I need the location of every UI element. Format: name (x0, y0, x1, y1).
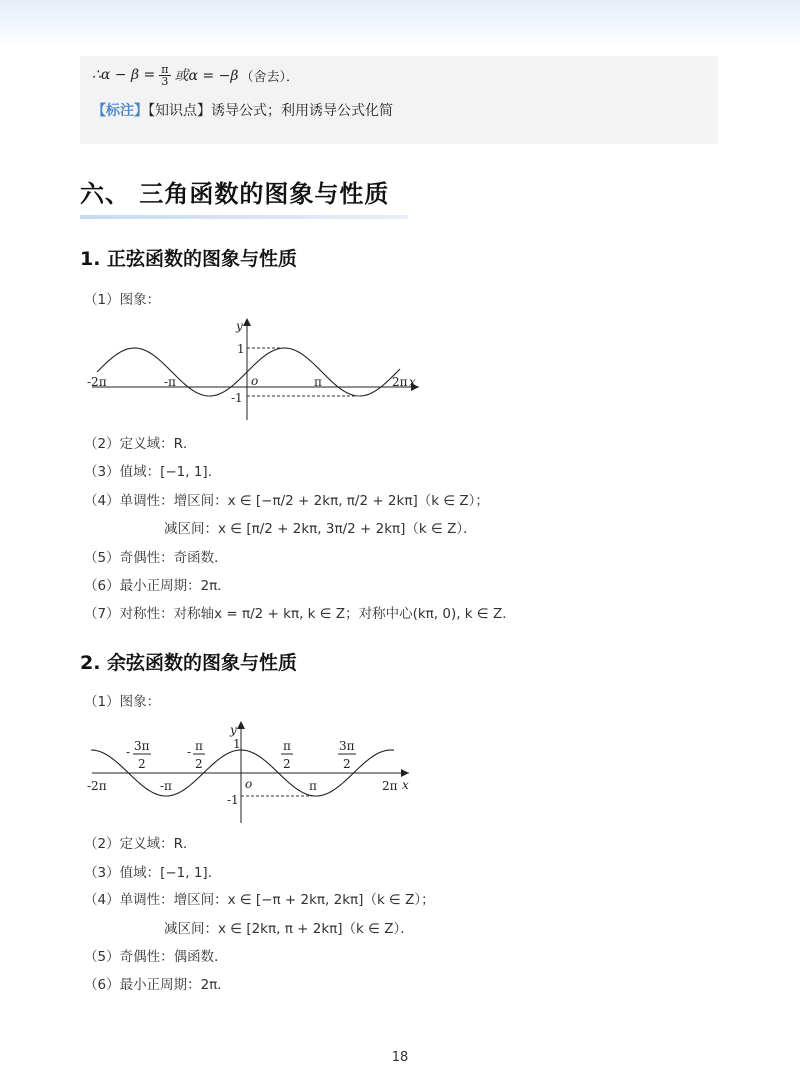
sine-mono-inc: （4）单调性：增区间：x ∈ [−π/2 + 2kπ, π/2 + 2kπ]（k ∈ Z）； (84, 493, 489, 509)
cosine-negpi2-num: π (195, 739, 203, 753)
sine-range: （3）值域：[−1, 1]． (84, 464, 222, 480)
cosine-pi2-num: π (283, 739, 291, 753)
cosine-graph-label: （1）图象： (84, 694, 161, 710)
pi-over-3-fraction: $\frac{\pi}{3}$ (161, 62, 169, 88)
cosine-neg3pi2-den: 2 (138, 757, 146, 771)
sine-heading: 1. 正弦函数的图象与性质 (80, 248, 298, 270)
cosine-x-label: x (402, 778, 409, 792)
sine-period: （6）最小正周期：2π． (84, 578, 231, 594)
cosine-pi2-den: 2 (283, 757, 291, 771)
sine-graph-label: （1）图象： (84, 292, 161, 308)
cosine-negpi-label: -π (160, 779, 172, 793)
sine-y-label: y (236, 319, 243, 333)
cosine-3pi2-num: 3π (339, 739, 355, 753)
cosine-range: （3）值域：[−1, 1]． (84, 865, 222, 881)
sine-neg2pi-label: -2π (87, 375, 107, 389)
cosine-heading: 2. 余弦函数的图象与性质 (80, 652, 298, 674)
note-tag-text: 【知识点】诱导公式；利用诱导公式化简 (148, 103, 393, 119)
cosine-period: （6）最小正周期：2π． (84, 977, 231, 993)
cosine-x-arrow (401, 769, 409, 777)
cosine-neg3pi2-minus: - (126, 745, 131, 759)
sine-graph (84, 315, 424, 425)
sine-pi-label: π (314, 375, 322, 389)
page-number: 18 (391, 1050, 409, 1065)
formula-suffix: （舍去）． (240, 69, 299, 85)
cosine-3pi2-den: 2 (343, 757, 351, 771)
cosine-neg3pi2-num: 3π (134, 739, 150, 753)
sine-x-label: x (409, 375, 416, 389)
cosine-y-arrow (237, 721, 245, 729)
sine-symmetry: （7）对称性：对称轴x = π/2 + kπ, k ∈ Z；对称中心(kπ, 0), k ∈ Z． (84, 606, 516, 622)
sine-one-label: 1 (237, 342, 245, 356)
cosine-y-label: y (230, 723, 237, 737)
sine-y-arrow (243, 318, 251, 326)
cosine-negpi2-minus: - (187, 745, 192, 759)
section-title: 六、 三角函数的图象与性质 (80, 180, 390, 208)
note-tag-label: 【标注】 (92, 103, 148, 119)
cosine-one-label: 1 (233, 737, 241, 751)
cosine-domain: （2）定义域：R． (84, 836, 197, 852)
cosine-graph (84, 718, 424, 826)
sine-parity: （5）奇偶性：奇函数． (84, 550, 228, 566)
sine-origin-label: o (251, 374, 259, 388)
formula-prefix: ∴α − β = (92, 67, 156, 83)
note-tag-line (92, 100, 393, 120)
cosine-neg2pi-label: -2π (87, 779, 107, 793)
sine-curve (97, 348, 400, 396)
sine-2pi-label: 2π (392, 375, 408, 389)
cosine-neg-one-label: -1 (227, 793, 239, 807)
cosine-pi-label: π (309, 779, 317, 793)
header-band (0, 0, 800, 48)
cosine-parity: （5）奇偶性：偶函数． (84, 949, 228, 965)
note-formula (92, 60, 299, 90)
sine-neg-one-label: -1 (231, 391, 243, 405)
cosine-2pi-label: 2π (382, 779, 398, 793)
sine-mono-dec: 减区间：x ∈ [π/2 + 2kπ, 3π/2 + 2kπ]（k ∈ Z）． (164, 521, 477, 537)
cosine-negpi2-den: 2 (195, 757, 203, 771)
cosine-mono-dec: 减区间：x ∈ [2kπ, π + 2kπ]（k ∈ Z）． (164, 921, 414, 937)
section-title-underline (80, 215, 408, 219)
sine-negpi-label: -π (164, 375, 176, 389)
cosine-mono-inc: （4）单调性：增区间：x ∈ [−π + 2kπ, 2kπ]（k ∈ Z）； (84, 892, 435, 908)
formula-mid: 或α = −β (174, 68, 239, 84)
cosine-origin-label: o (245, 777, 253, 791)
sine-domain: （2）定义域：R． (84, 436, 197, 452)
